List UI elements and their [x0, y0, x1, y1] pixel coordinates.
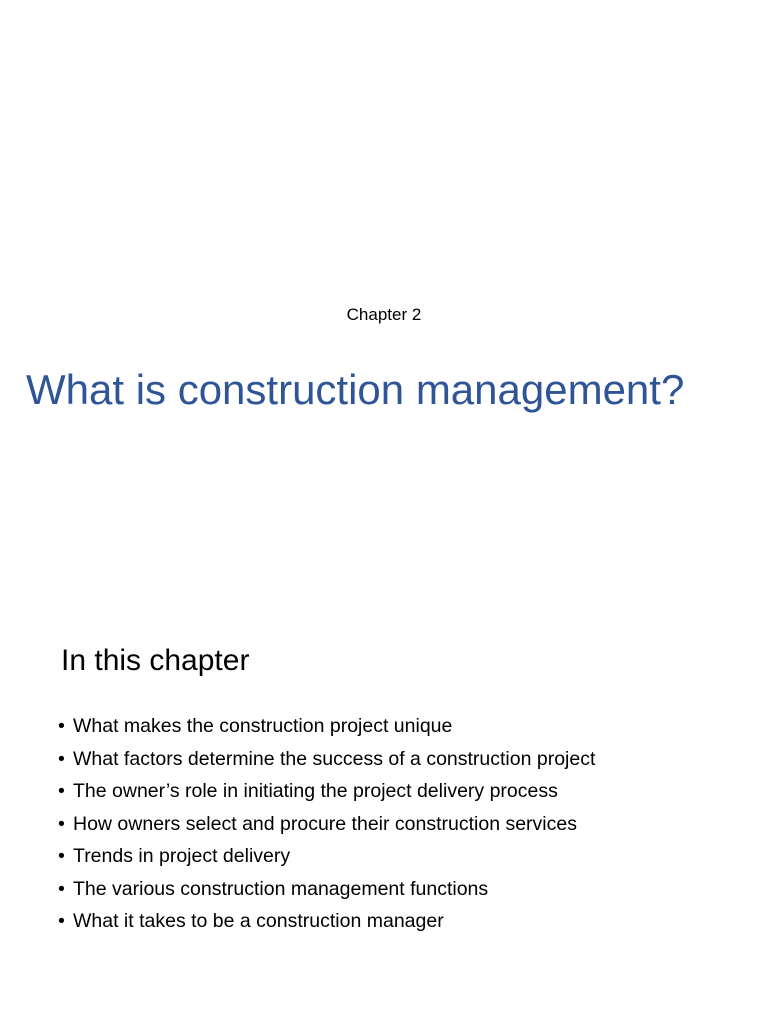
bullet-text: The owner’s role in initiating the project delivery process — [73, 780, 558, 802]
bullet-text: How owners select and procure their construction services — [73, 812, 577, 835]
bullet-icon: • — [58, 845, 65, 867]
bullet-icon: • — [58, 715, 65, 737]
content-slide — [0, 512, 768, 1024]
bullet-text: What factors determine the success of a construction project — [73, 747, 596, 770]
section-heading: In this chapter — [61, 644, 250, 677]
bullet-text: Trends in project delivery — [73, 845, 291, 867]
bullet-icon: • — [58, 812, 65, 835]
bullet-item — [58, 873, 748, 906]
chapter-label: Chapter 2 — [346, 305, 422, 324]
bullet-icon: • — [58, 877, 65, 900]
bullet-icon: • — [58, 747, 65, 770]
bullet-list — [58, 710, 748, 938]
bullet-item — [58, 775, 748, 808]
bullet-item — [58, 743, 748, 776]
bullet-text: The various construction management functions — [73, 877, 489, 900]
bullet-item — [58, 840, 748, 873]
bullet-icon: • — [58, 910, 65, 932]
bullet-text: What makes the construction project unique — [73, 715, 453, 737]
slide-title: What is construction management? — [26, 366, 685, 413]
bullet-item — [58, 905, 748, 938]
bullet-icon: • — [58, 780, 65, 802]
bullet-item — [58, 808, 748, 841]
bullet-item — [58, 710, 748, 743]
bullet-text: What it takes to be a construction manager — [73, 910, 444, 932]
